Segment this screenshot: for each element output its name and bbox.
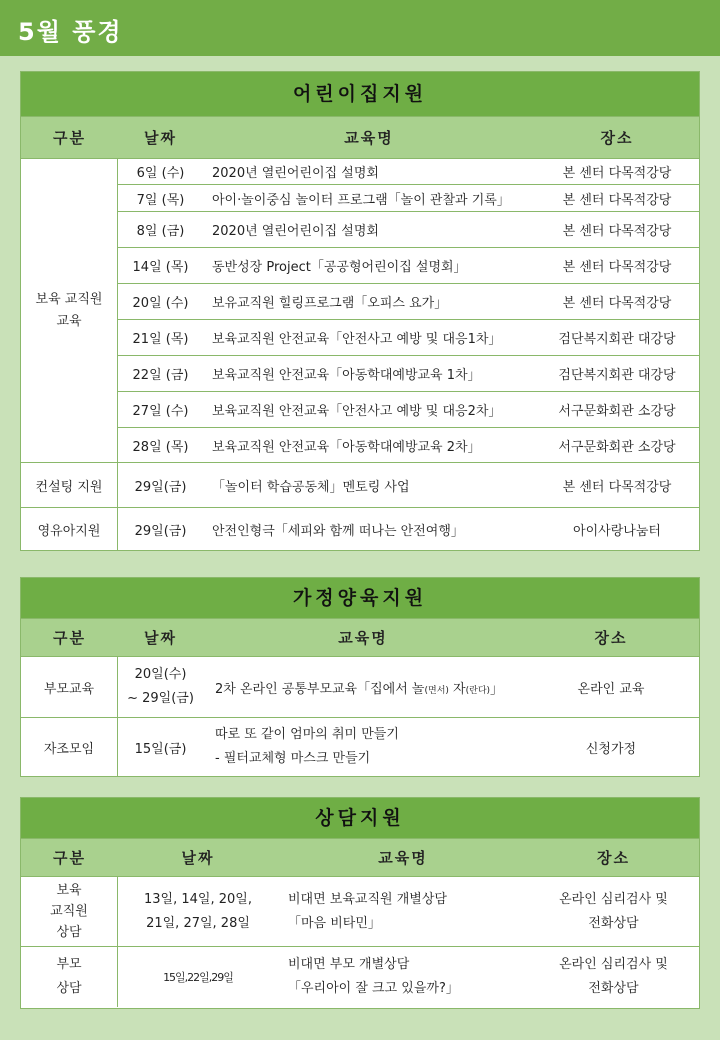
category-line: 상담 — [56, 925, 82, 940]
category-line: 부모 — [56, 957, 82, 972]
header-program: 교육명 — [338, 629, 388, 647]
date-cell: 6일 (수) — [136, 166, 185, 181]
header-place: 장소 — [594, 629, 628, 647]
place-cell: 온라인 교육 — [577, 681, 645, 697]
table-row — [118, 391, 699, 427]
place-line: 온라인 심리검사 및 — [559, 957, 668, 972]
program-cell: 보유교직원 힐링프로그램「오피스 요가」 — [212, 296, 448, 311]
place-cell: 본 센터 다목적강당 — [562, 166, 672, 181]
place-cell: 서구문화회관 소강당 — [558, 404, 676, 419]
place-cell: 본 센터 다목적강당 — [562, 224, 672, 239]
header-program: 교육명 — [344, 129, 394, 147]
table-row — [118, 159, 699, 184]
place-cell: 본 센터 다목적강당 — [562, 260, 672, 275]
section-title: 상담지원 — [21, 798, 699, 838]
date-cell: 14일 (목) — [132, 260, 189, 275]
category-cell: 영유아지원 — [21, 508, 118, 550]
date-cell: 21일 (목) — [132, 332, 189, 347]
date-cell: 29일(금) — [134, 523, 187, 539]
date-cell: 15일(금) — [134, 741, 187, 757]
table-row — [21, 717, 699, 776]
program-cell: 보육교직원 안전교육「아동학대예방교육 2차」 — [212, 439, 481, 455]
table-row — [21, 876, 699, 946]
place-cell: 본 센터 다목적강당 — [562, 296, 672, 311]
table-header — [21, 838, 699, 876]
program-cell — [278, 877, 528, 946]
date-cell: 15일,22일,29일 — [163, 971, 233, 984]
header-date: 날짜 — [144, 629, 177, 647]
program-line-1: 비대면 부모 개별상담 — [288, 957, 410, 972]
category-cell — [21, 947, 118, 1007]
date-end: ~ 29일(금) — [127, 691, 194, 706]
program-cell — [278, 947, 528, 1007]
program-cell: 보육교직원 안전교육「안전사고 예방 및 대응1차」 — [212, 332, 502, 347]
program-cell — [203, 718, 523, 776]
category-cell — [21, 877, 118, 946]
program-cell: 아이·놀이중심 놀이터 프로그램「놀이 관찰과 기록」 — [212, 192, 510, 208]
section-title: 가정양육지원 — [21, 578, 699, 618]
table-header — [21, 116, 699, 158]
program-line-2: - 필터교체형 마스크 만들기 — [215, 751, 371, 766]
date-line: 21일, 27일, 28일 — [146, 915, 250, 931]
program-cell: 2020년 열린어린이집 설명회 — [212, 166, 379, 181]
category-cell: 컨설팅 지원 — [21, 463, 118, 507]
page-title: 5월 풍경 — [0, 0, 720, 56]
program-text-small: (란다) — [465, 685, 491, 696]
date-cell: 7일 (목) — [136, 192, 185, 208]
counseling-support-section — [20, 797, 700, 1009]
program-text-part: 2차 온라인 공통부모교육「집에서 놀 — [215, 681, 425, 697]
header-date: 날짜 — [144, 129, 177, 147]
category-line: 보육 — [56, 883, 82, 898]
program-line-2: 「마음 비타민」 — [288, 915, 381, 931]
header-program: 교육명 — [378, 849, 428, 867]
table-row — [118, 355, 699, 391]
table-row — [118, 283, 699, 319]
table-row — [118, 184, 699, 211]
header-category: 구분 — [53, 629, 86, 647]
table-row — [21, 507, 699, 550]
daycare-support-section — [20, 71, 700, 551]
table-row — [118, 211, 699, 247]
table-row — [118, 319, 699, 355]
date-cell: 22일 (금) — [132, 368, 189, 383]
program-line-2: 「우리아이 잘 크고 있을까?」 — [288, 981, 459, 996]
place-cell: 본 센터 다목적강당 — [562, 479, 672, 495]
program-cell: 안전인형극「세피와 함께 떠나는 안전여행」 — [212, 523, 464, 539]
program-text-part: 자 — [448, 681, 466, 697]
date-cell: 20일 (수) — [132, 296, 189, 311]
date-line: 13일, 14일, 20일, — [144, 891, 252, 907]
category-line: 교직원 — [50, 904, 88, 919]
program-cell: 보육교직원 안전교육「아동학대예방교육 1차」 — [212, 368, 481, 383]
table-header — [21, 618, 699, 656]
header-date: 날짜 — [181, 849, 215, 867]
date-cell: 27일 (수) — [132, 404, 189, 419]
header-place: 장소 — [597, 849, 630, 867]
category-cell: 부모교육 — [21, 657, 118, 717]
date-cell — [118, 877, 278, 946]
table-row — [21, 462, 699, 507]
place-line: 온라인 심리검사 및 — [559, 891, 668, 907]
date-cell: 8일 (금) — [136, 224, 185, 239]
program-line-1: 따로 또 같이 엄마의 취미 만들기 — [215, 727, 399, 742]
place-cell: 본 센터 다목적강당 — [562, 192, 672, 208]
program-cell: 보육교직원 안전교육「안전사고 예방 및 대응2차」 — [212, 404, 502, 419]
header-place: 장소 — [600, 129, 634, 147]
place-line: 전화상담 — [588, 981, 639, 996]
date-cell: 29일(금) — [134, 479, 187, 495]
table-group — [21, 158, 699, 462]
group-rows — [118, 159, 699, 462]
program-cell: 「놀이터 학습공동체」멘토링 사업 — [212, 479, 410, 495]
place-cell: 검단복지회관 대강당 — [558, 368, 676, 383]
category-label: 보육 교직원 교육 — [35, 291, 103, 329]
category-cell: 자조모임 — [21, 718, 118, 776]
program-cell — [203, 657, 523, 717]
category-line: 상담 — [56, 981, 82, 996]
program-text — [215, 678, 503, 697]
header-category: 구분 — [53, 849, 86, 867]
place-line: 전화상담 — [588, 915, 639, 931]
category-cell — [21, 159, 118, 462]
program-text-part: 」 — [490, 681, 504, 697]
date-start: 20일(수) — [134, 667, 187, 682]
program-line-1: 비대면 보육교직원 개별상담 — [288, 891, 447, 907]
table-row — [118, 247, 699, 283]
place-cell: 아이사랑나눔터 — [573, 523, 661, 539]
table-row — [21, 656, 699, 717]
place-cell: 신청가정 — [585, 741, 637, 757]
program-cell: 2020년 열린어린이집 설명회 — [212, 224, 379, 239]
program-cell: 동반성장 Project「공공형어린이집 설명회」 — [212, 260, 467, 275]
table-row — [118, 427, 699, 462]
place-cell: 검단복지회관 대강당 — [558, 332, 676, 347]
place-cell — [528, 947, 699, 1007]
place-cell: 서구문화회관 소강당 — [558, 439, 676, 455]
parenting-support-section — [20, 577, 700, 777]
place-cell — [528, 877, 699, 946]
header-category: 구분 — [53, 129, 86, 147]
program-text-small: (면서) — [424, 685, 449, 696]
date-cell: 28일 (목) — [132, 439, 189, 455]
section-title: 어린이집지원 — [21, 72, 699, 116]
date-cell — [118, 657, 203, 717]
table-row — [21, 946, 699, 1007]
